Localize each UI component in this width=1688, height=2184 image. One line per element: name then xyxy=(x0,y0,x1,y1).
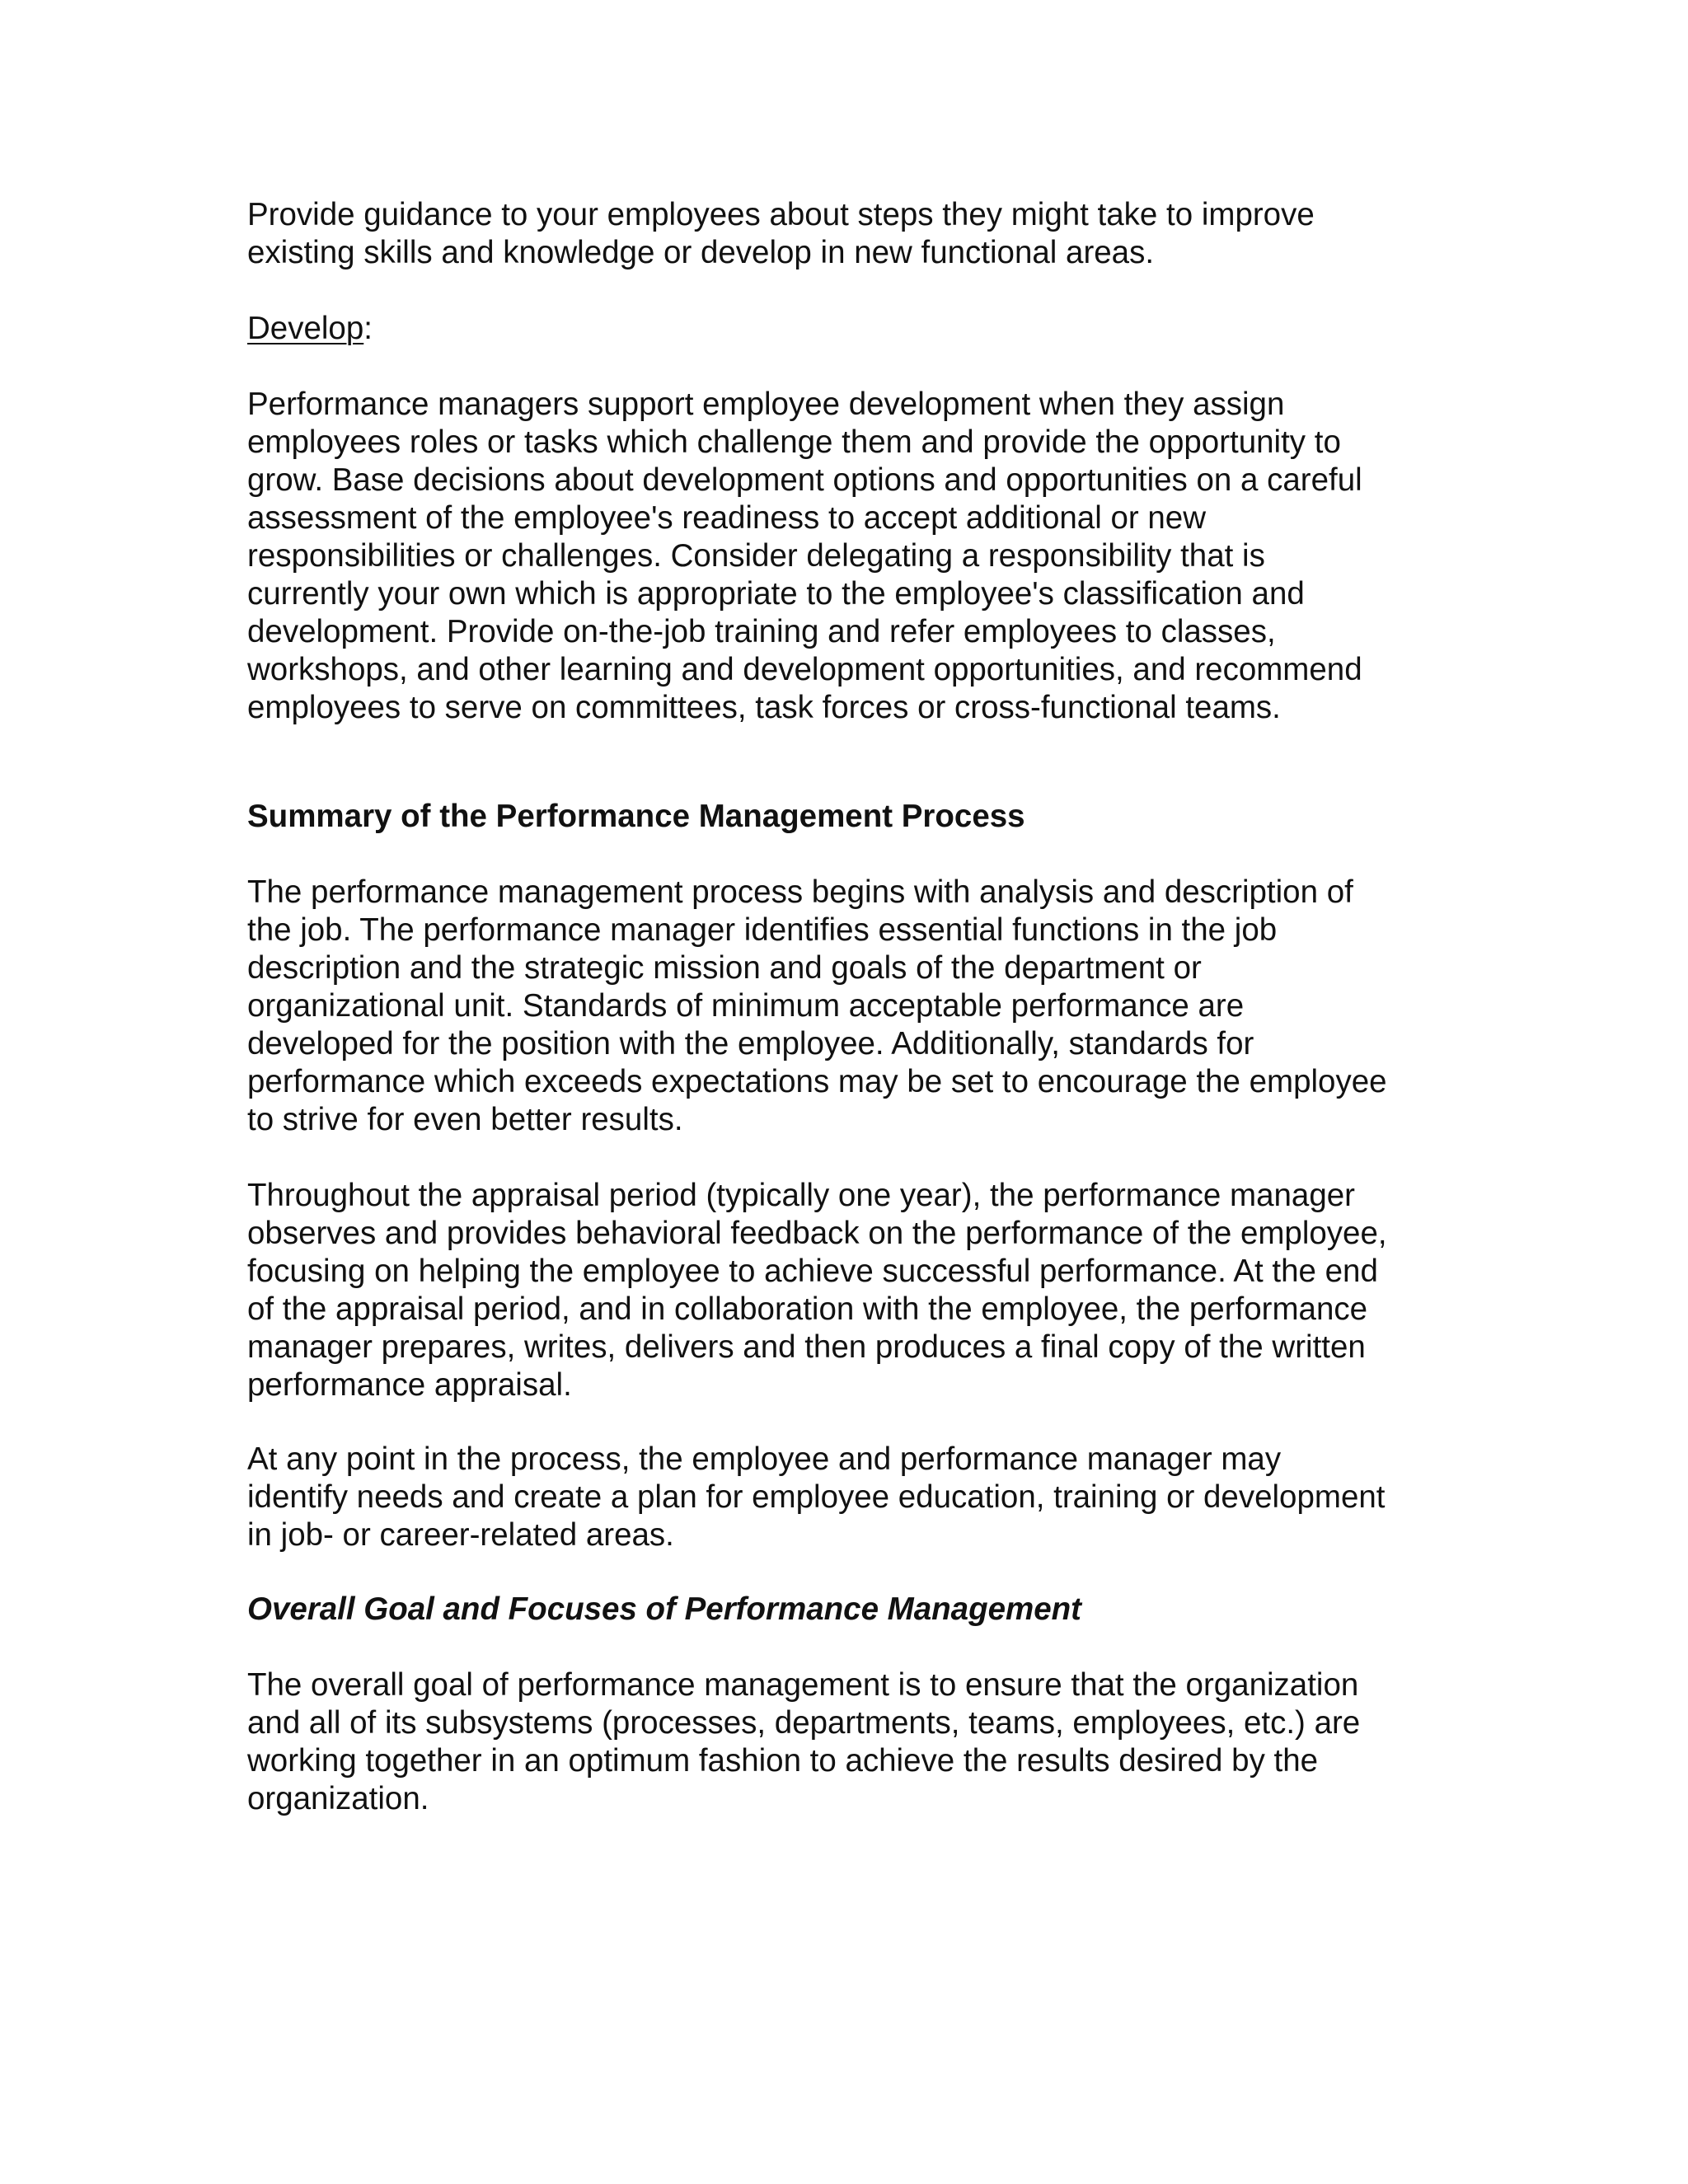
goal-paragraph: The overall goal of performance management is to ensure that the organization and all of its subsystems (processes, departments, teams, employees, etc.) are working together in an optimum fashion to achieve the results desired by the organization. xyxy=(247,1667,1361,1816)
summary-heading: Summary of the Performance Management Process xyxy=(247,799,1025,834)
develop-paragraph: Performance managers support employee development when they assign employees roles or tasks which challenge them and provide the opportunity to grow. Base decisions about development options and opportunities on a careful assessment of the employee's readiness to accept additional or new responsibilities or challenges. Consider delegating a responsibility that is currently your own which is appropriate to the employee's classification and development. Provide on-the-job training and refer employees to classes, workshops, and other learning and development opportunities, and recommend employees to serve on committees, task forces or cross-functional teams. xyxy=(247,387,1362,725)
develop-label: Develop xyxy=(247,311,364,346)
summary-paragraph-3: At any point in the process, the employee and performance manager may identify needs and create a plan for employee education, training or development in job- or career-related areas. xyxy=(247,1441,1386,1553)
summary-paragraph-1: The performance management process begins with analysis and description of the job. The performance manager identifies essential functions in the job description and the strategic mission and goals of the department or organizational unit. Standards of minimum acceptable performance are developed for the position with the employee. Additionally, standards for performance which exceeds expectations may be set to encourage the employee to strive for even better results. xyxy=(247,874,1387,1137)
summary-paragraph-2: Throughout the appraisal period (typically one year), the performance manager observes and provides behavioral feedback on the performance of the employee, focusing on helping the employee to achieve successful performance. At the end of the appraisal period, and in collaboration with the employee, the performance manager prepares, writes, delivers and then produces a final copy of the written performance appraisal. xyxy=(247,1178,1387,1403)
develop-colon: : xyxy=(363,311,373,346)
goal-heading: Overall Goal and Focuses of Performance Management xyxy=(247,1591,1081,1627)
develop-subheading xyxy=(247,310,1451,348)
intro-paragraph: Provide guidance to your employees about steps they might take to improve existing skills and knowledge or develop in new functional areas. xyxy=(247,197,1315,270)
